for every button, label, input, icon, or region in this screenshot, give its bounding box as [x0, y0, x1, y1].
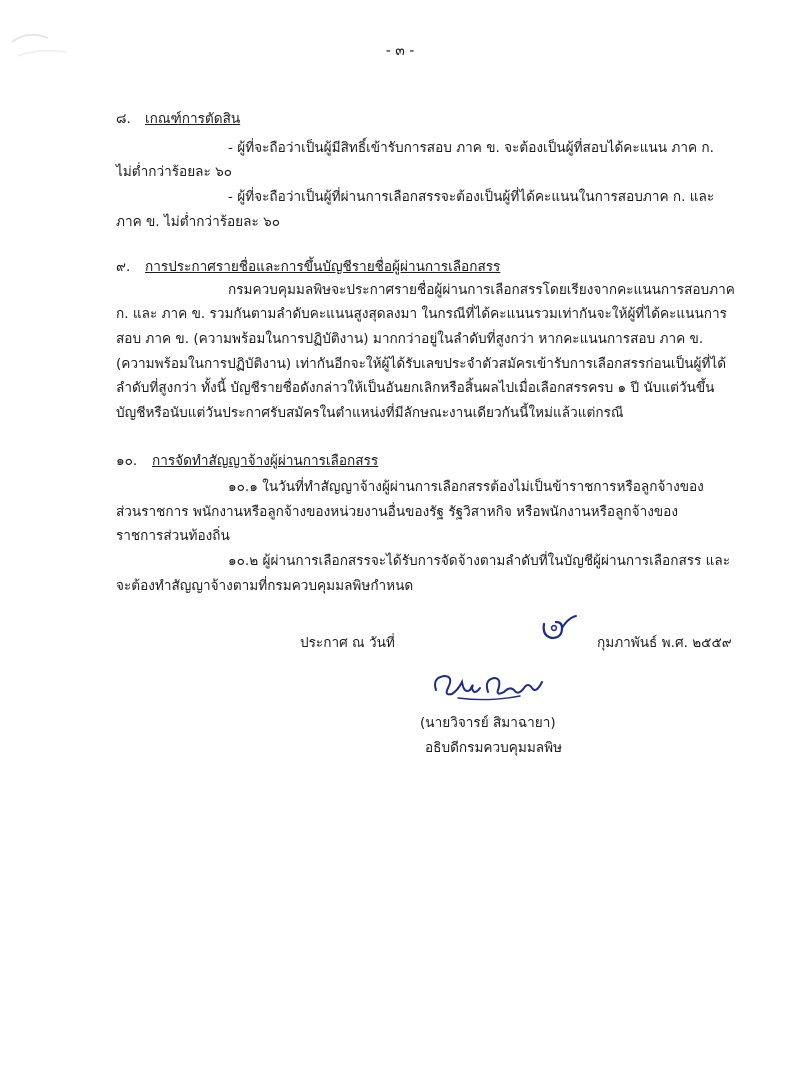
section-9-title: การประกาศรายชื่อและการขึ้นบัญชีรายชื่อผู้ผ่านการเลือกสรร [145, 259, 501, 275]
section-8-line-4: ภาค ข. ไม่ต่ำกว่าร้อยละ ๖๐ [116, 214, 281, 230]
page-number: - ๓ - [385, 43, 415, 59]
section-10-line-4: ๑๐.๒ ผู้ผ่านการเลือกสรรจะได้รับการจัดจ้างตามลำดับที่ในบัญชีผู้ผ่านการเลือกสรร และ [228, 553, 731, 569]
section-10-line-1: ๑๐.๑ ในวันที่ทำสัญญาจ้างผู้ผ่านการเลือกสรรต้องไม่เป็นข้าราชการหรือลูกจ้างของ [228, 479, 704, 495]
section-8-title: เกณฑ์การตัดสิน [145, 111, 241, 127]
section-8-line-1: - ผู้ที่จะถือว่าเป็นผู้มีสิทธิ์เข้ารับการสอบ ภาค ข. จะต้องเป็นผู้ที่สอบได้คะแนน ภาค ก. [228, 140, 714, 156]
signatory-position: อธิบดีกรมควบคุมมลพิษ [425, 740, 563, 756]
section-9-line-5: ลำดับที่สูงกว่า ทั้งนี้ บัญชีรายชื่อดังกล่าวให้เป็นอันยกเลิกหรือสิ้นผลไปเมื่อเลือกสรรครบ ๑ ปี นับแต่วันขึ้น [116, 380, 715, 396]
signatory-name: (นายวิจารย์ สิมาฉายา) [420, 715, 556, 731]
announcement-month-year: กุมภาพันธ์ พ.ศ. ๒๕๕๙ [597, 635, 732, 651]
signature [428, 668, 548, 708]
section-8-number: ๘. [116, 111, 131, 127]
section-9-line-1: กรมควบคุมมลพิษจะประกาศรายชื่อผู้ผ่านการเลือกสรรโดยเรียงจากคะแนนการสอบภาค [228, 282, 735, 298]
section-10-line-3: ราชการส่วนท้องถิ่น [116, 528, 230, 544]
section-10-number: ๑๐. [116, 453, 138, 469]
section-10-line-2: ส่วนราชการ พนักงานหรือลูกจ้างของหน่วยงานอื่นของรัฐ รัฐวิสาหกิจ หรือพนักงานหรือลูกจ้างของ [116, 504, 678, 520]
section-10-title: การจัดทำสัญญาจ้างผู้ผ่านการเลือกสรร [152, 453, 379, 469]
handwritten-day [538, 614, 582, 648]
section-8-line-3: - ผู้ที่จะถือว่าเป็นผู้ที่ผ่านการเลือกสรรจะต้องเป็นผู้ที่ได้คะแนนในการสอบภาค ก. และ [228, 189, 715, 205]
section-9-line-3: สอบ ภาค ข. (ความพร้อมในการปฏิบัติงาน) มากกว่าอยู่ในลำดับที่สูงกว่า หากคะแนนการสอบ ภาค ข. [116, 331, 704, 347]
section-9-line-4: (ความพร้อมในการปฏิบัติงาน) เท่ากันอีกจะให้ผู้ได้รับเลขประจำตัวสมัครเข้ารับการเลือกสรรก่อนเป็นผู้ที่ได้ [116, 356, 727, 372]
announcement-prefix: ประกาศ ณ วันที่ [300, 635, 395, 651]
section-9-number: ๙. [116, 259, 131, 275]
section-8-line-2: ไม่ต่ำกว่าร้อยละ ๖๐ [116, 164, 233, 180]
section-9-line-2: ก. และ ภาค ข. รวมกันตามลำดับคะแนนสูงสุดลงมา ในกรณีที่ได้คะแนนรวมเท่ากันจะให้ผู้ที่ได้คะแนนการ [116, 306, 727, 322]
section-9-line-6: บัญชีหรือนับแต่วันประกาศรับสมัครในตำแหน่งที่มีลักษณะงานเดียวกันนี้ใหม่แล้วแต่กรณี [116, 405, 624, 421]
section-10-line-5: จะต้องทำสัญญาจ้างตามที่กรมควบคุมมลพิษกำหนด [116, 578, 414, 594]
